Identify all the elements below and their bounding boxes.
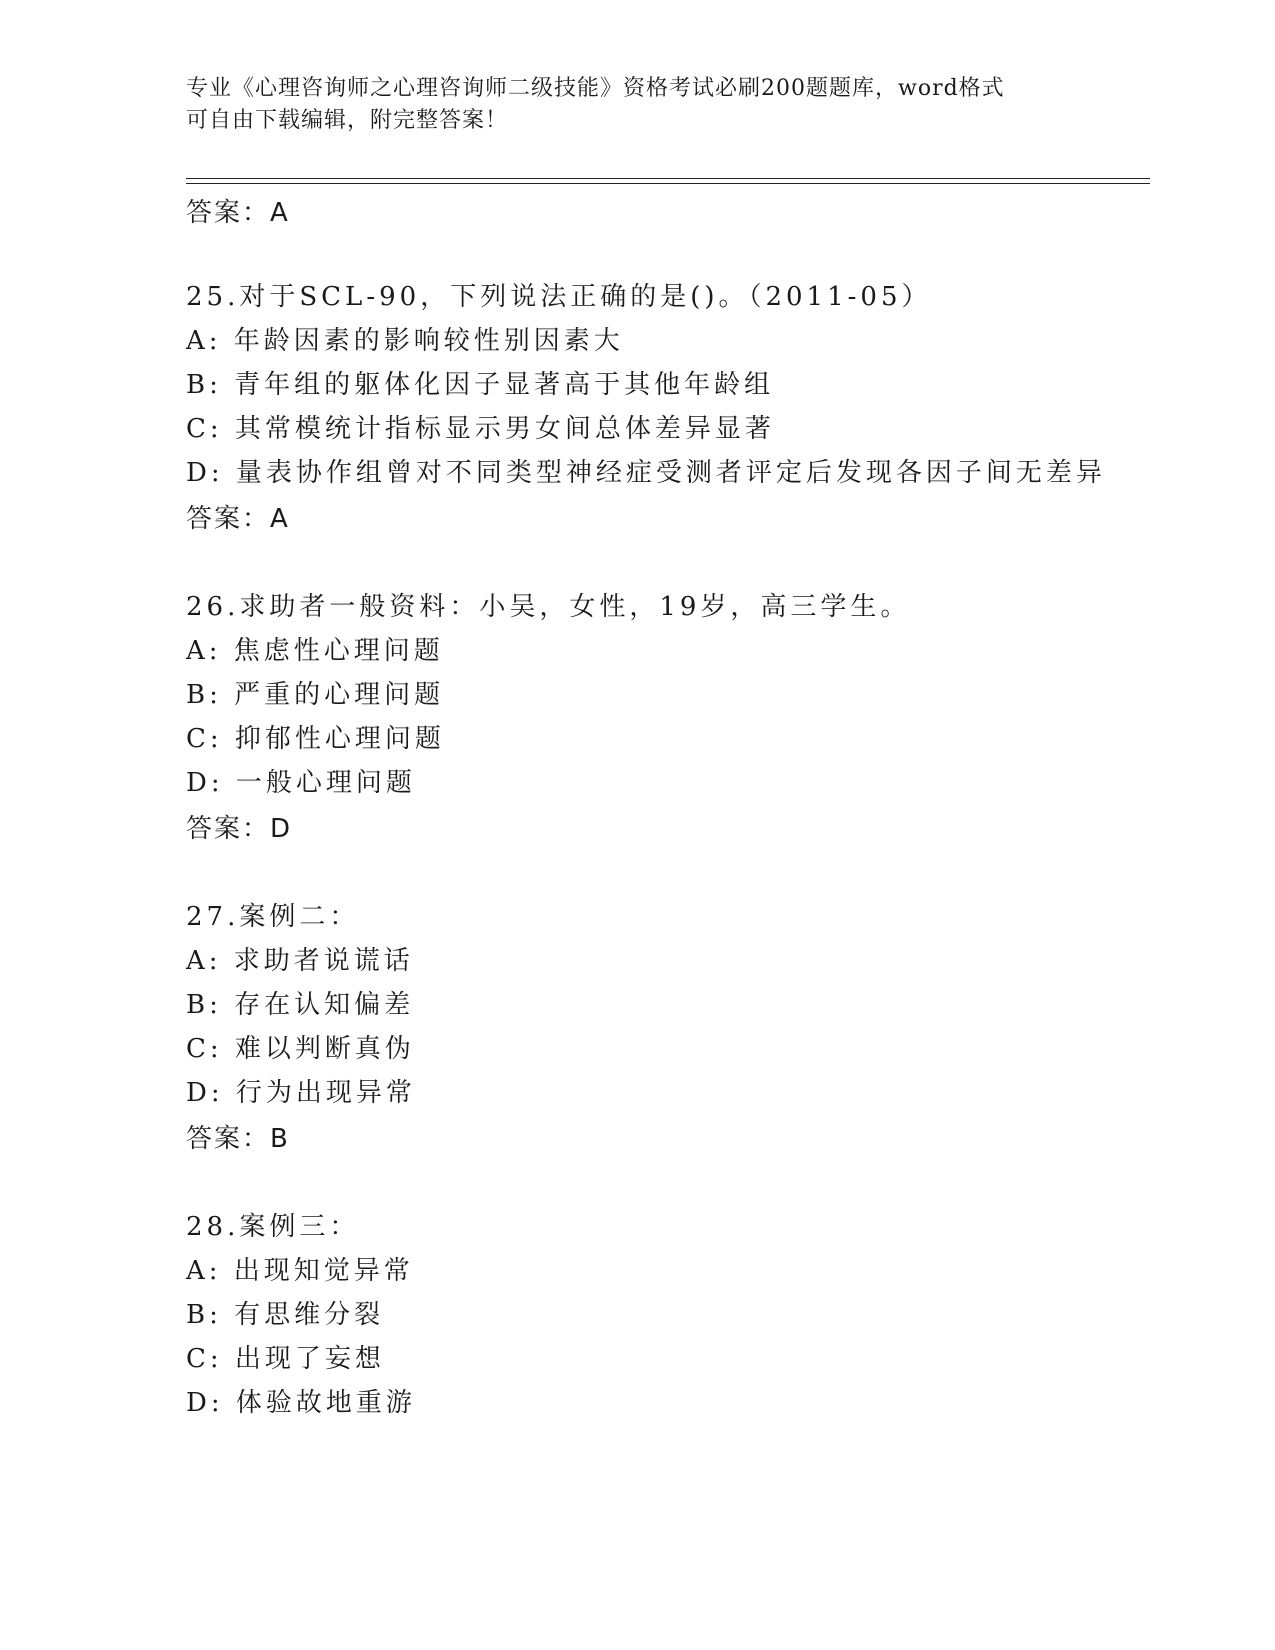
question-28-option-c: C: 出现了妄想 <box>186 1344 385 1374</box>
question-27-option-b: B: 存在认知偏差 <box>186 990 415 1020</box>
question-25-answer: 答案：A <box>186 504 290 534</box>
question-27-answer: 答案：B <box>186 1124 290 1154</box>
document-header <box>186 73 1086 137</box>
header-line-1: 专业《心理咨询师之心理咨询师二级技能》资格考试必刷200题题库，word格式 <box>186 76 1005 101</box>
header-line-2: 可自由下载编辑，附完整答案！ <box>186 108 509 133</box>
question-27-option-d: D: 行为出现异常 <box>186 1078 416 1108</box>
header-rule-bottom <box>186 183 1150 184</box>
question-25-option-c: C: 其常模统计指标显示男女间总体差异显著 <box>186 414 775 444</box>
question-28-option-a: A: 出现知觉异常 <box>186 1256 414 1286</box>
question-26-option-c: C: 抑郁性心理问题 <box>186 724 445 754</box>
header-rule-top <box>186 178 1150 179</box>
question-27-stem: 27.案例二： <box>186 902 360 932</box>
question-28-option-d: D: 体验故地重游 <box>186 1388 416 1418</box>
question-25-option-b: B: 青年组的躯体化因子显著高于其他年龄组 <box>186 370 775 400</box>
question-26-option-b: B: 严重的心理问题 <box>186 680 445 710</box>
question-26-option-d: D: 一般心理问题 <box>186 768 416 798</box>
answer-label-prev: 答案：A <box>186 198 290 228</box>
question-25-stem: 25.对于SCL-90，下列说法正确的是()。（2011-05） <box>186 282 932 312</box>
question-25-option-d: D: 量表协作组曾对不同类型神经症受测者评定后发现各因子间无差异 <box>186 458 1106 488</box>
question-26-stem: 26.求助者一般资料：小吴，女性，19岁，高三学生。 <box>186 592 911 622</box>
question-28-option-b: B: 有思维分裂 <box>186 1300 385 1330</box>
question-28-stem: 28.案例三： <box>186 1212 360 1242</box>
question-27-option-c: C: 难以判断真伪 <box>186 1034 415 1064</box>
question-26-answer: 答案：D <box>186 814 293 844</box>
question-26-option-a: A: 焦虑性心理问题 <box>186 636 444 666</box>
question-25-option-a: A: 年龄因素的影响较性别因素大 <box>186 326 624 356</box>
question-27-option-a: A: 求助者说谎话 <box>186 946 414 976</box>
